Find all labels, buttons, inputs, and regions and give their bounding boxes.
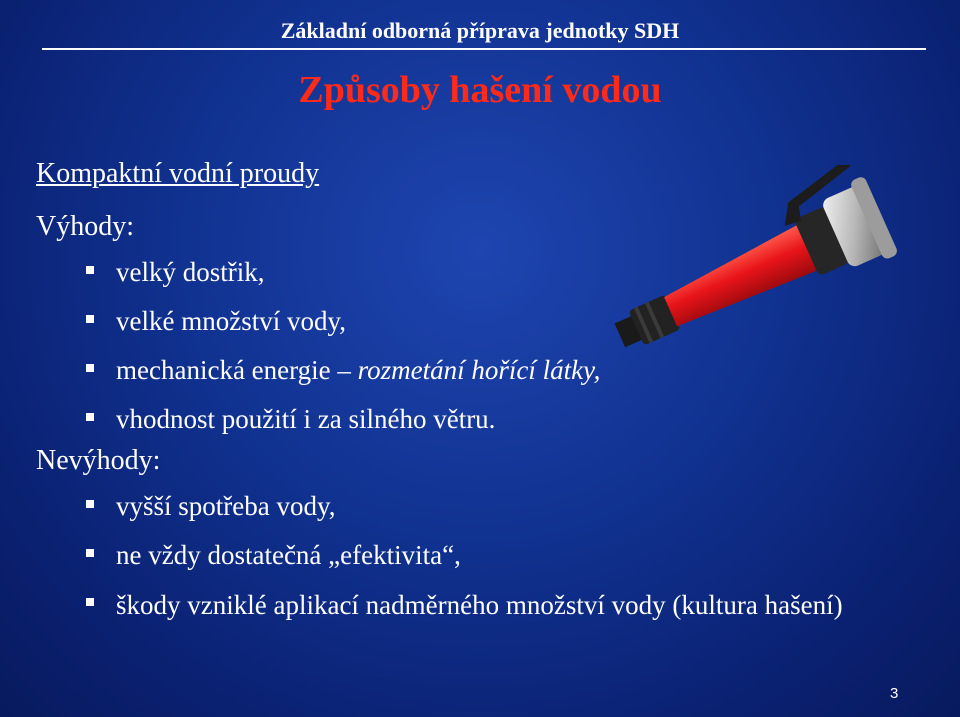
- header-divider: [42, 48, 926, 50]
- list-item-text: ne vždy dostatečná „efektivita“,: [116, 540, 461, 570]
- slide-title-text: Způsoby hašení vodou: [298, 69, 662, 111]
- disadvantages-list: [36, 489, 936, 623]
- list-item-text: mechanická energie –: [116, 355, 358, 385]
- slide-number: 3: [890, 685, 899, 702]
- course-header: Základní odborná příprava jednotky SDH: [280, 18, 680, 43]
- list-item-text: škody vzniklé aplikací nadměrného množství vody (kultura hašení): [116, 590, 843, 620]
- bullet-icon: [86, 266, 94, 274]
- list-item: [36, 402, 936, 436]
- bullet-icon: [86, 315, 94, 323]
- list-item-text: velký dostřik,: [116, 257, 265, 287]
- list-item: [36, 587, 936, 623]
- disadvantages-label: Nevýhody:: [36, 445, 161, 476]
- fire-nozzle-image: [580, 165, 910, 355]
- list-item-text: vhodnost použití i za silného větru.: [116, 404, 496, 434]
- slide-title: [0, 68, 960, 112]
- bullet-icon: [86, 598, 94, 606]
- bullet-icon: [86, 413, 94, 421]
- bullet-icon: [86, 500, 94, 508]
- list-item: [36, 538, 936, 572]
- list-item: [36, 489, 936, 523]
- list-item: [36, 353, 936, 387]
- bullet-icon: [86, 549, 94, 557]
- section-heading: Kompaktní vodní proudy: [36, 158, 320, 189]
- list-item-text: velké množství vody,: [116, 306, 346, 336]
- list-item-text: vyšší spotřeba vody,: [116, 491, 336, 521]
- bullet-icon: [86, 364, 94, 372]
- list-item-italic-text: rozmetání hořící látky,: [357, 355, 601, 385]
- advantages-label: Výhody:: [36, 211, 134, 242]
